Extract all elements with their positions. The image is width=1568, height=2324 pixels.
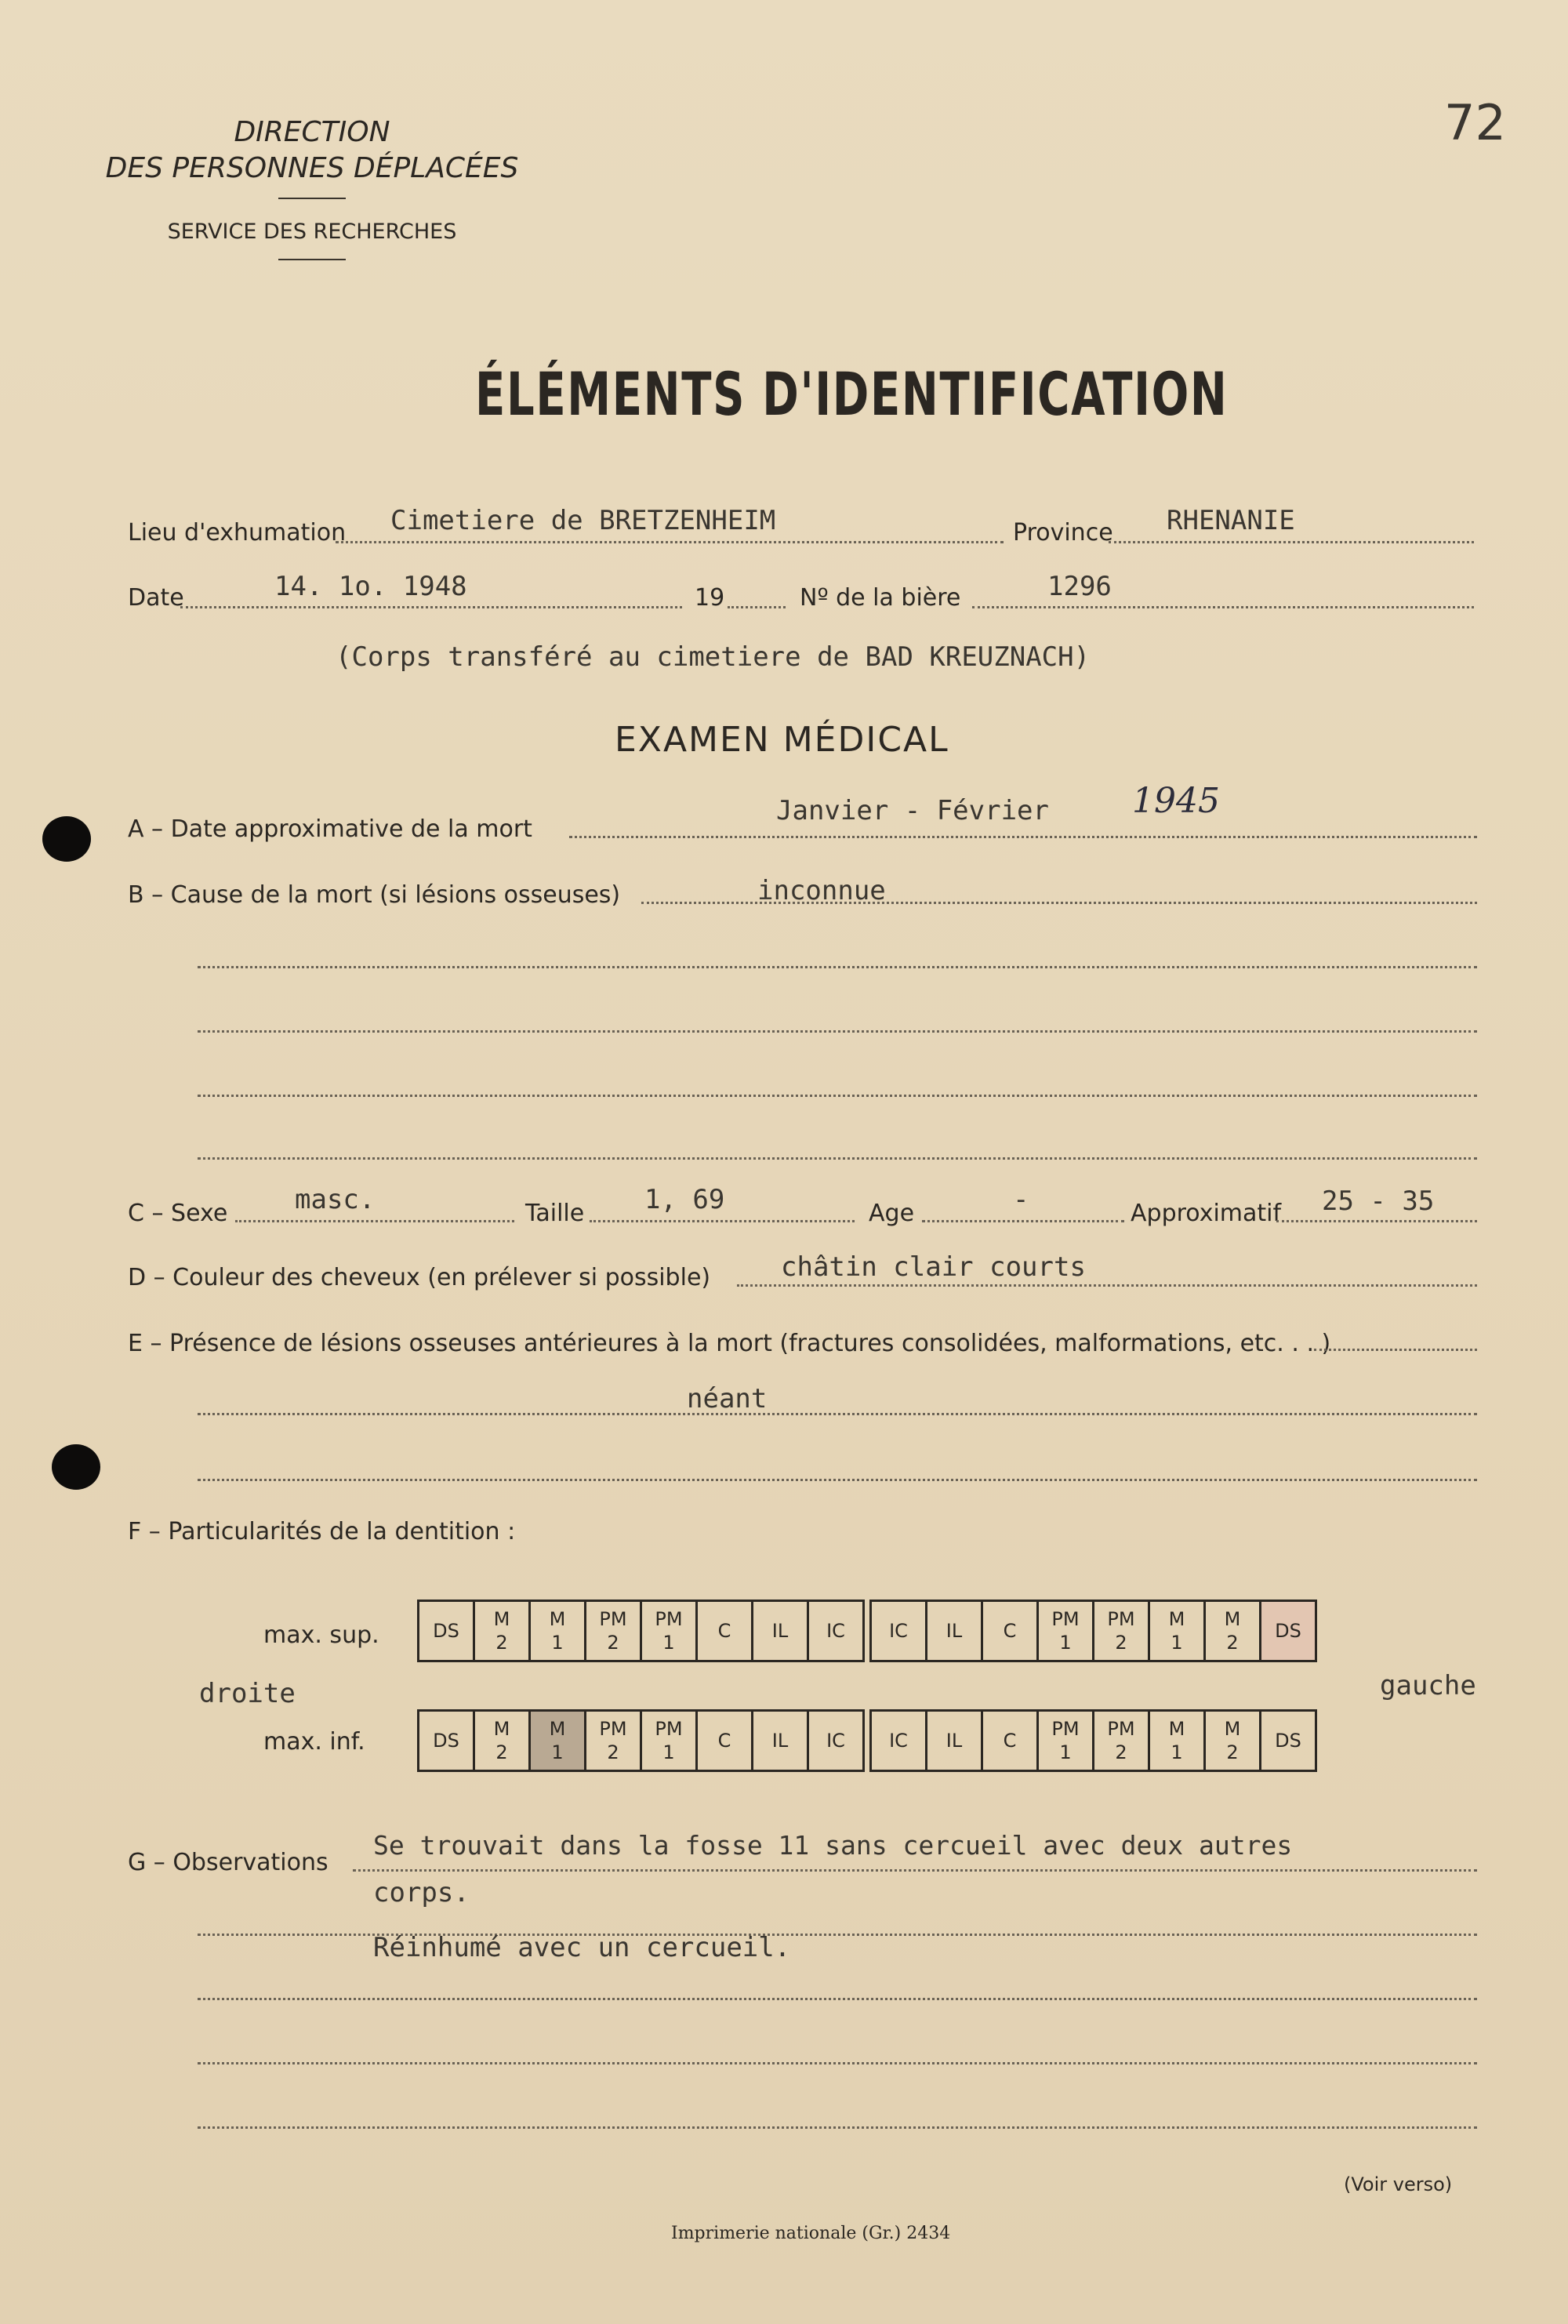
tooth-cell <box>530 1711 586 1771</box>
tooth-number: 2 <box>1226 1632 1239 1654</box>
section-g-dotted-line <box>353 1869 1477 1872</box>
tooth-cell <box>474 1711 530 1771</box>
tooth-type: IL <box>946 1620 963 1642</box>
tooth-type: M <box>493 1608 510 1630</box>
tooth-cell <box>586 1711 641 1771</box>
tooth-cell <box>1261 1711 1316 1771</box>
section-a-dotted-line <box>569 836 1477 838</box>
tooth-cell <box>697 1711 753 1771</box>
tooth-type: C <box>1003 1620 1017 1642</box>
tooth-cell <box>1094 1601 1149 1661</box>
section-e-line-2 <box>198 1413 1477 1415</box>
section-e-label: E – Présence de lésions osseuses antérieures à la mort (fractures consolidées, malformations, etc. . . ) <box>128 1330 1331 1357</box>
section-c-age-value: - <box>1013 1184 1029 1215</box>
tooth-cell <box>1149 1711 1205 1771</box>
tooth-type: M <box>493 1718 510 1740</box>
tooth-number: 1 <box>1171 1632 1183 1654</box>
tooth-number: 1 <box>662 1741 675 1763</box>
section-c-age-label: Age <box>869 1200 915 1227</box>
tooth-number: 2 <box>1226 1741 1239 1763</box>
section-b-line-3 <box>198 1030 1477 1033</box>
teeth-gap <box>864 1711 871 1771</box>
tooth-cell <box>1261 1601 1316 1661</box>
section-c-approx-dotted-line <box>1276 1220 1477 1222</box>
section-b-line-5 <box>198 1157 1477 1160</box>
date-value: 14. 1o. 1948 <box>274 571 467 602</box>
biere-value: 1296 <box>1047 571 1112 602</box>
tooth-number: 2 <box>1115 1632 1127 1654</box>
observations-line-3: Réinhumé avec un cercueil. <box>373 1932 791 1963</box>
tooth-cell <box>474 1601 530 1661</box>
tooth-cell <box>641 1711 697 1771</box>
page-title: ÉLÉMENTS D'IDENTIFICATION <box>475 359 1229 429</box>
province-label: Province <box>1013 519 1113 547</box>
punch-hole-top <box>42 816 91 862</box>
tooth-type: M <box>1168 1718 1185 1740</box>
observations-line-1: Se trouvait dans la fosse 11 sans cercueil avec deux autres <box>373 1830 1293 1861</box>
section-e-value: néant <box>687 1383 768 1414</box>
tooth-number: 2 <box>1115 1741 1127 1763</box>
tooth-type: M <box>549 1718 566 1740</box>
tooth-number: 1 <box>1171 1741 1183 1763</box>
tooth-type: DS <box>433 1620 459 1642</box>
max-inf-label: max. inf. <box>263 1728 365 1756</box>
province-value: RHENANIE <box>1167 505 1295 536</box>
tooth-number: 1 <box>551 1632 564 1654</box>
tooth-type: PM <box>599 1718 627 1740</box>
tooth-type: PM <box>655 1608 683 1630</box>
section-c-approx-label: Approximatif <box>1131 1200 1282 1227</box>
tooth-number: 2 <box>607 1741 619 1763</box>
tooth-cell <box>419 1711 474 1771</box>
tooth-cell <box>982 1711 1038 1771</box>
section-c-taille-dotted-line <box>590 1220 855 1222</box>
year-label: 19 <box>695 584 725 612</box>
tooth-cell <box>1038 1601 1094 1661</box>
tooth-number: 1 <box>1059 1741 1072 1763</box>
tooth-cell <box>927 1601 982 1661</box>
header-service: SERVICE DES RECHERCHES <box>167 220 457 244</box>
section-c-taille-value: 1, 69 <box>644 1184 725 1215</box>
teeth-gap <box>864 1601 871 1661</box>
tooth-cell <box>1205 1601 1261 1661</box>
tooth-cell <box>927 1711 982 1771</box>
tooth-cell <box>808 1711 864 1771</box>
section-b-value: inconnue <box>757 875 886 906</box>
tooth-type: PM <box>1107 1718 1135 1740</box>
section-e-dotted-line <box>1314 1349 1477 1351</box>
year-dotted-line <box>728 606 786 608</box>
observations-line-2: corps. <box>373 1877 470 1908</box>
province-dotted-line <box>1109 541 1474 543</box>
lower-teeth-chart <box>417 1709 1317 1772</box>
tooth-cell <box>753 1601 808 1661</box>
tooth-cell <box>586 1601 641 1661</box>
tooth-type: IC <box>826 1620 845 1642</box>
tooth-type: IC <box>889 1620 908 1642</box>
section-d-dotted-line <box>737 1284 1477 1287</box>
section-b-line-2 <box>198 966 1477 968</box>
section-g-label: G – Observations <box>128 1849 328 1876</box>
biere-label: Nº de la bière <box>800 584 961 612</box>
tooth-type: DS <box>433 1730 459 1752</box>
tooth-cell <box>641 1601 697 1661</box>
section-a-label: A – Date approximative de la mort <box>128 815 532 843</box>
tooth-cell <box>1094 1711 1149 1771</box>
section-g-line-3 <box>198 1998 1477 2000</box>
voir-verso: (Voir verso) <box>1344 2173 1453 2195</box>
biere-dotted-line <box>972 606 1474 608</box>
section-c-taille-label: Taille <box>525 1200 585 1227</box>
date-dotted-line <box>180 606 682 608</box>
tooth-type: IC <box>826 1730 845 1752</box>
section-c-sexe-label: C – Sexe <box>128 1200 228 1227</box>
tooth-cell <box>808 1601 864 1661</box>
max-sup-label: max. sup. <box>263 1621 379 1649</box>
imprimerie-note: Imprimerie nationale (Gr.) 2434 <box>671 2224 951 2243</box>
exam-title: EXAMEN MÉDICAL <box>615 720 949 760</box>
tooth-cell <box>871 1711 927 1771</box>
lieu-value: Cimetiere de BRETZENHEIM <box>390 505 776 536</box>
tooth-type: PM <box>1051 1608 1080 1630</box>
tooth-cell <box>1038 1711 1094 1771</box>
tooth-type: C <box>717 1730 731 1752</box>
lieu-dotted-line <box>336 541 1004 543</box>
tooth-cell <box>753 1711 808 1771</box>
section-e-line-3 <box>198 1479 1477 1481</box>
tooth-type: IL <box>771 1620 789 1642</box>
tooth-cell <box>871 1601 927 1661</box>
tooth-type: PM <box>655 1718 683 1740</box>
tooth-type: PM <box>1051 1718 1080 1740</box>
header-direction: DIRECTION <box>234 116 390 148</box>
tooth-type: M <box>1224 1608 1241 1630</box>
tooth-type: IC <box>889 1730 908 1752</box>
lieu-label: Lieu d'exhumation <box>128 519 347 547</box>
tooth-cell <box>697 1601 753 1661</box>
tooth-type: PM <box>599 1608 627 1630</box>
tooth-cell <box>419 1601 474 1661</box>
tooth-cell <box>982 1601 1038 1661</box>
transfer-note: (Corps transféré au cimetiere de BAD KREUZNACH) <box>336 641 1091 673</box>
section-g-line-5 <box>198 2126 1477 2129</box>
header-personnes-deplacees: DES PERSONNES DÉPLACÉES <box>105 152 519 184</box>
section-b-line-4 <box>198 1095 1477 1097</box>
punch-hole-bottom <box>52 1444 100 1490</box>
section-c-sexe-value: masc. <box>295 1184 376 1215</box>
tooth-number: 2 <box>495 1741 508 1763</box>
date-label: Date <box>128 584 184 612</box>
tooth-number: 2 <box>495 1632 508 1654</box>
tooth-cell <box>1205 1711 1261 1771</box>
tooth-type: M <box>549 1608 566 1630</box>
tooth-number: 1 <box>662 1632 675 1654</box>
tooth-type: M <box>1168 1608 1185 1630</box>
tooth-cell <box>1149 1601 1205 1661</box>
page-number: 72 <box>1444 94 1506 151</box>
section-c-age-dotted-line <box>922 1220 1124 1222</box>
header-rule-2 <box>278 259 346 260</box>
section-d-value: châtin clair courts <box>781 1251 1086 1283</box>
header-rule-1 <box>278 198 346 199</box>
droite-label: droite <box>199 1678 296 1709</box>
section-a-value: Janvier - Février <box>776 795 1049 826</box>
section-g-line-4 <box>198 2062 1477 2064</box>
tooth-type: M <box>1224 1718 1241 1740</box>
section-f-label: F – Particularités de la dentition : <box>128 1518 516 1545</box>
tooth-number: 1 <box>551 1741 564 1763</box>
tooth-type: DS <box>1275 1730 1301 1752</box>
tooth-type: C <box>1003 1730 1017 1752</box>
tooth-type: DS <box>1275 1620 1301 1642</box>
tooth-type: IL <box>946 1730 963 1752</box>
tooth-type: C <box>717 1620 731 1642</box>
upper-teeth-chart <box>417 1600 1317 1662</box>
section-b-label: B – Cause de la mort (si lésions osseuses) <box>128 881 621 909</box>
section-d-label: D – Couleur des cheveux (en prélever si possible) <box>128 1264 711 1291</box>
section-a-handwritten-year: 1945 <box>1132 781 1220 821</box>
tooth-type: PM <box>1107 1608 1135 1630</box>
tooth-number: 1 <box>1059 1632 1072 1654</box>
section-c-approx-value: 25 - 35 <box>1322 1186 1435 1217</box>
tooth-type: IL <box>771 1730 789 1752</box>
tooth-cell <box>530 1601 586 1661</box>
gauche-label: gauche <box>1380 1670 1476 1701</box>
section-c-sexe-dotted-line <box>235 1220 514 1222</box>
tooth-number: 2 <box>607 1632 619 1654</box>
